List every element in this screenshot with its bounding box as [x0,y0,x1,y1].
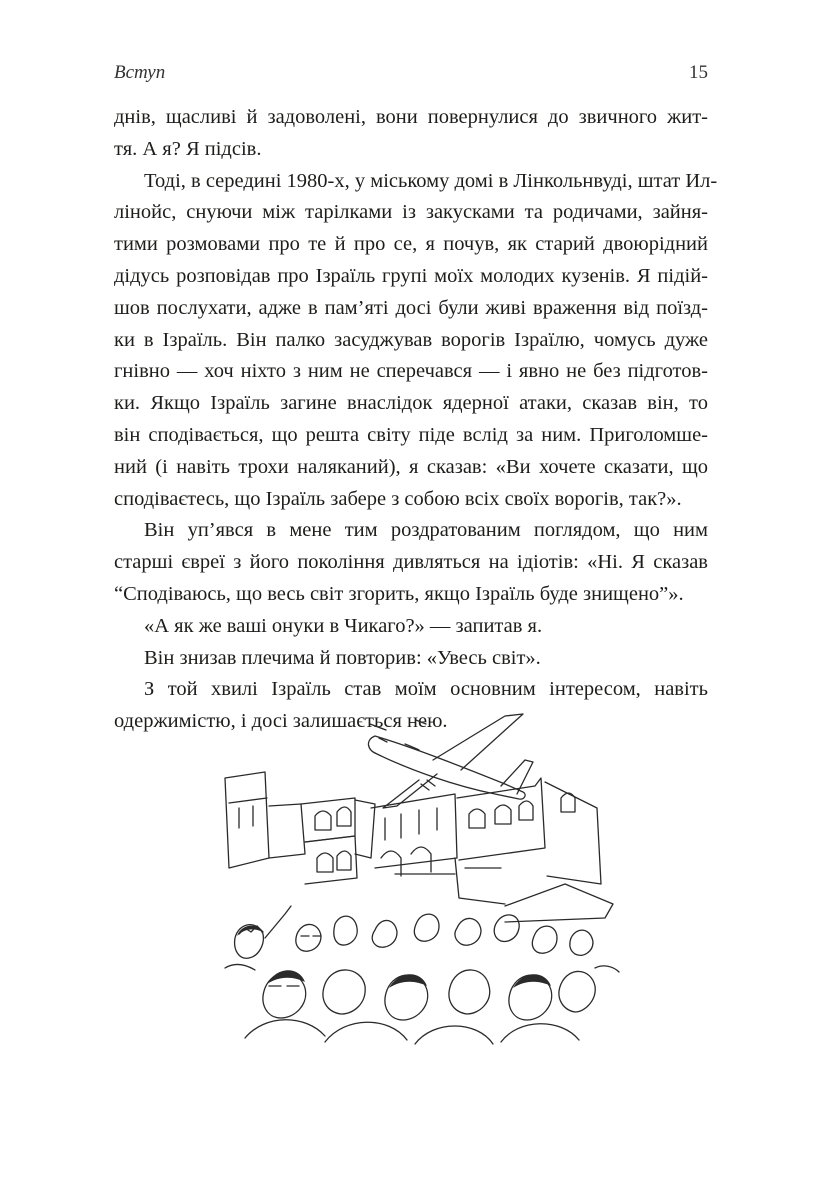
page-number: 15 [689,62,708,83]
body-line: Тоді, в середині 1980-х, у міському домі в Лінкольнвуді, штат Ил- [144,169,718,192]
running-head-title: Вступ [114,62,166,83]
illustration-drawing [205,708,625,1058]
body-line: лінойс, снуючи між тарілками із закусками та родичами, зайня- [114,201,708,224]
buildings-sketch [225,772,613,922]
body-line: тими розмовами про те й про се, я почув, як старий двоюрідний [114,233,708,256]
body-line: ки в Ізраїль. Він палко засуджував ворогів Ізраїлю, чомусь дуже [114,328,708,351]
body-line: дідусь розповідав про Ізраїль групі моїх молодих кузенів. Я підій- [114,264,708,287]
body-line: Він уп’явся в мене тим роздратованим поглядом, що ним [144,519,708,542]
body-line: він сподівається, що решта світу піде вслід за ним. Приголомше- [114,423,708,446]
body-line: тя. А я? Я підсів. [114,137,262,160]
airplane-sketch [368,714,533,808]
body-line: З той хвилі Ізраїль став моїм основним інтересом, навіть [144,678,708,701]
body-line: гнівно — хоч ніхто з ним не сперечався — і явно не без підготов- [114,360,708,383]
body-line: старші євреї з його покоління дивляться на ідіотів: «Ні. Я сказав [114,551,708,574]
body-text [114,102,718,738]
body-line: Він знизав плечима й повторив: «Увесь світ». [144,646,541,669]
body-line: ний (і навіть трохи наляканий), я сказав: «Ви хочете сказати, що [114,455,708,478]
body-line: “Сподіваюсь, що весь світ згорить, якщо Ізраїль буде знищено”». [114,582,684,605]
body-line: сподіваєтесь, що Ізраїль забере з собою всіх своїх ворогів, так?». [114,487,682,510]
body-line: днів, щасливі й задоволені, вони повернулися до звичного жит- [114,106,708,128]
body-line: одержимістю, і досі залишається нею. [114,710,448,733]
body-line: ки. Якщо Ізраїль загине внаслідок ядерної атаки, сказав він, то [114,392,708,415]
body-line: шов послухати, адже в пам’яті досі були живі враження від поїзд- [114,296,708,319]
crowd-airplane-illustration [205,708,625,1058]
body-line: «А як же ваші онуки в Чикаго?» — запитав я. [144,614,543,637]
crowd-hair-shading [237,926,551,988]
